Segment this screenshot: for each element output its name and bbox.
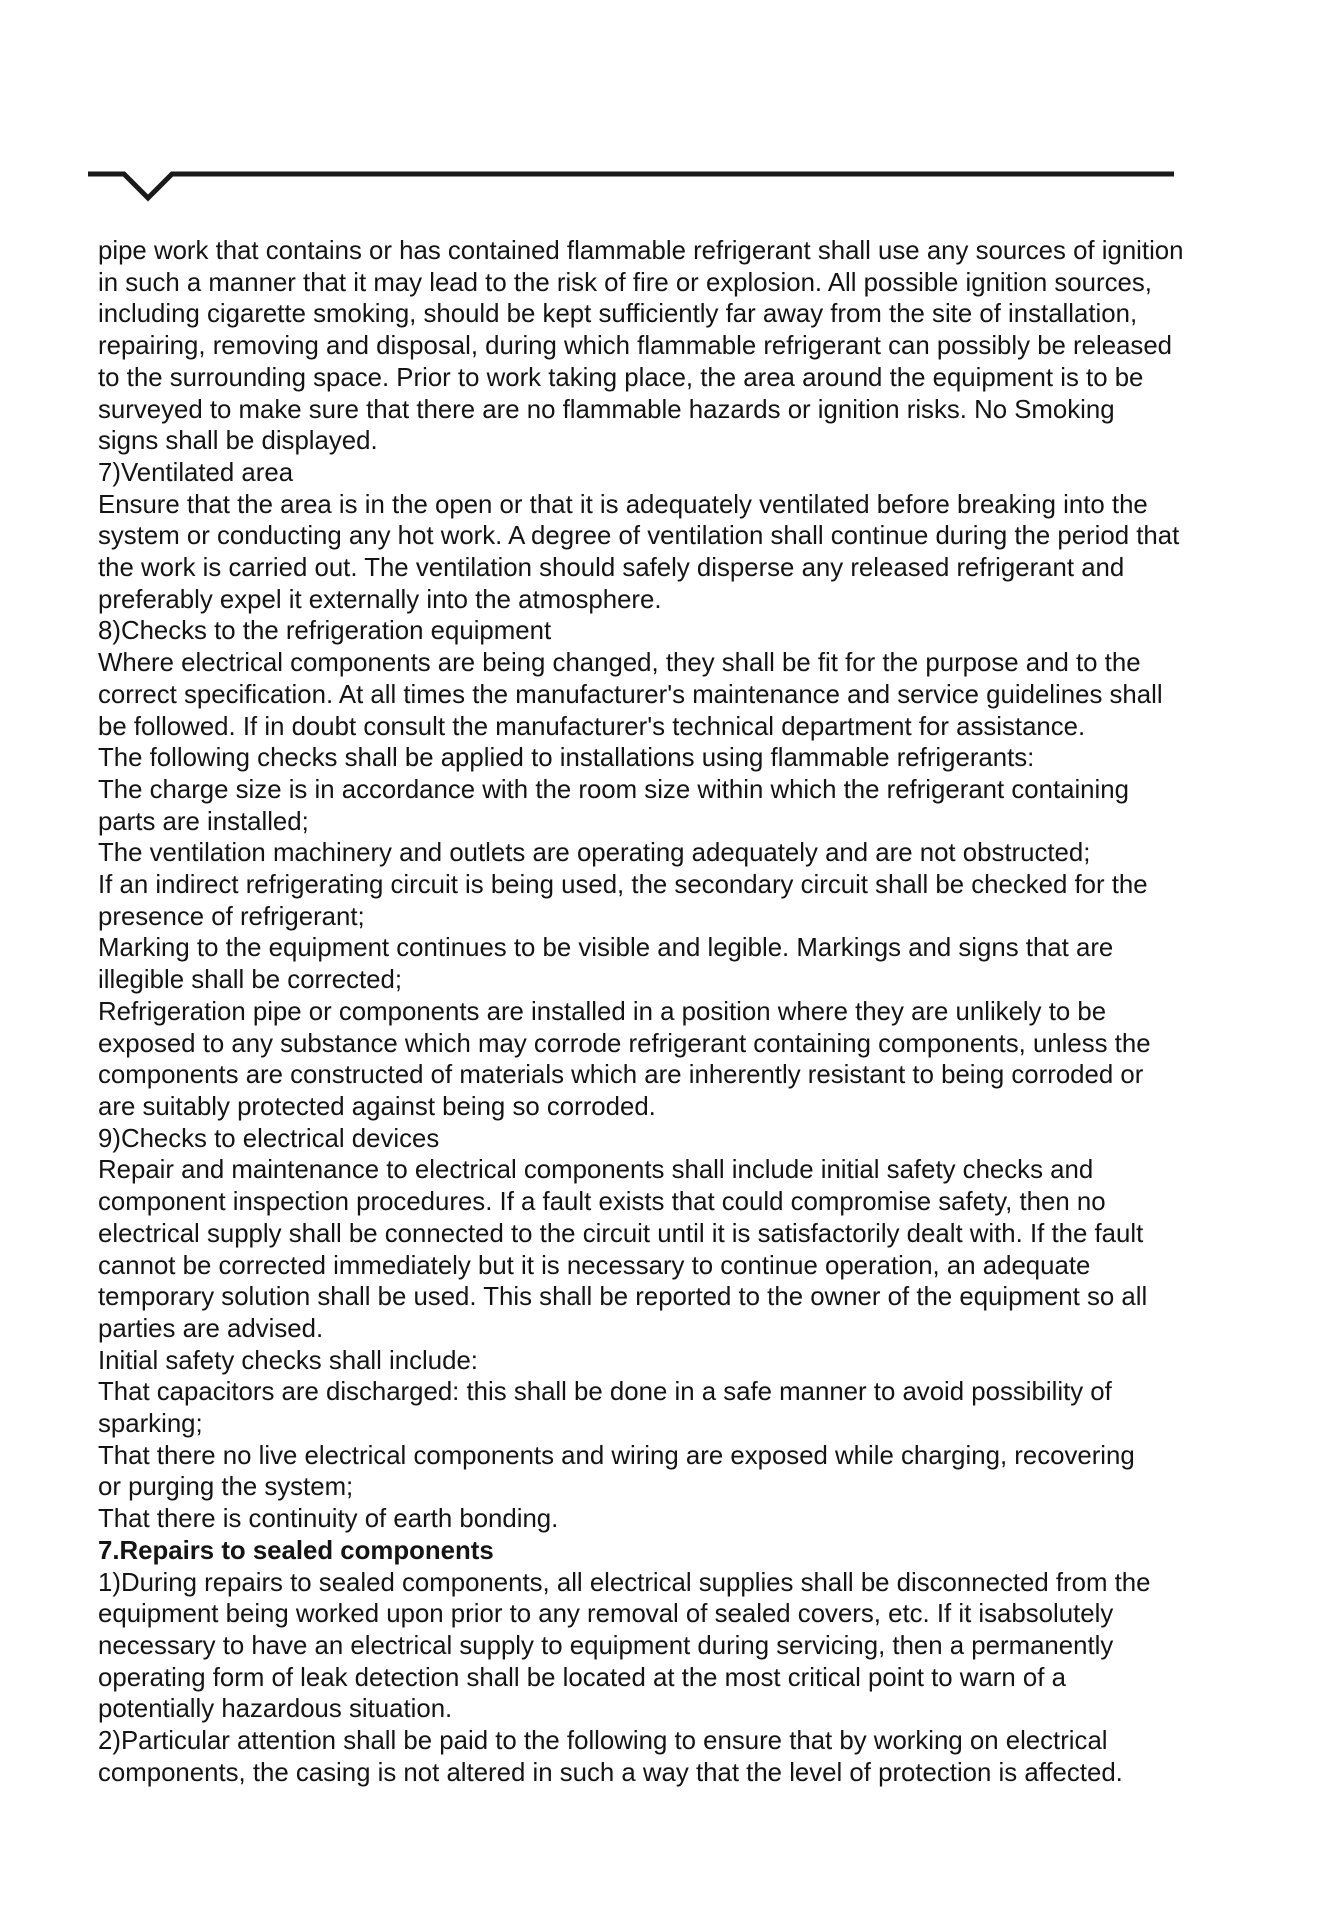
text-line: 1)During repairs to sealed components, all electrical supplies shall be disconnected from the [98,1568,1151,1597]
text-line: electrical supply shall be connected to the circuit until it is satisfactorily dealt with. If the fault [98,1219,1144,1248]
text-line: preferably expel it externally into the atmosphere. [98,585,662,614]
text-line: temporary solution shall be used. This shall be reported to the owner of the equipment so all [98,1283,1148,1312]
text-line: component inspection procedures. If a fault exists that could compromise safety, then no [98,1188,1106,1217]
text-line: repairing, removing and disposal, during which flammable refrigerant can possibly be released [98,332,1173,361]
text-line: That there no live electrical components and wiring are exposed while charging, recovering [98,1441,1135,1470]
text-line: are suitably protected against being so corroded. [98,1092,656,1121]
text-line: presence of refrigerant; [98,902,365,931]
text-line: in such a manner that it may lead to the risk of fire or explosion. All possible ignition sources, [98,268,1152,297]
text-line: pipe work that contains or has contained flammable refrigerant shall use any sources of ignition [98,237,1184,265]
chapter-heading: 7.Repairs to sealed components [98,1536,494,1565]
text-line: 2)Particular attention shall be paid to the following to ensure that by working on electrical [98,1727,1108,1756]
text-line: Where electrical components are being changed, they shall be fit for the purpose and to the [98,649,1141,678]
text-line: The ventilation machinery and outlets are operating adequately and are not obstructed; [98,839,1091,868]
text-line: Initial safety checks shall include: [98,1346,478,1375]
text-line: parts are installed; [98,807,309,836]
text-line: surveyed to make sure that there are no flammable hazards or ignition risks. No Smoking [98,395,1115,424]
text-line: If an indirect refrigerating circuit is being used, the secondary circuit shall be checked for the [98,871,1148,900]
text-line: Refrigeration pipe or components are installed in a position where they are unlikely to be [98,997,1107,1026]
text-line: including cigarette smoking, should be kept sufficiently far away from the site of installation, [98,300,1138,329]
text-line: exposed to any substance which may corrode refrigerant containing components, unless the [98,1029,1151,1058]
text-line: components are constructed of materials which are inherently resistant to being corroded or [98,1061,1144,1090]
text-line: Ensure that the area is in the open or that it is adequately ventilated before breaking into the [98,490,1148,519]
text-line: operating form of leak detection shall be located at the most critical point to warn of a [98,1663,1066,1692]
text-line: potentially hazardous situation. [98,1695,453,1724]
section-heading: 9)Checks to electrical devices [98,1124,440,1153]
text-line: correct specification. At all times the manufacturer's maintenance and service guidelines shall [98,680,1163,709]
text-line: components, the casing is not altered in such a way that the level of protection is affected. [98,1758,1123,1787]
section-heading: 8)Checks to the refrigeration equipment [98,617,552,646]
text-line: to the surrounding space. Prior to work taking place, the area around the equipment is to be [98,363,1144,392]
section-heading: 7)Ventilated area [98,458,294,487]
text-line: parties are advised. [98,1314,324,1343]
text-line: That there is continuity of earth bonding. [98,1505,559,1534]
text-line: be followed. If in doubt consult the manufacturer's technical department for assistance. [98,712,1086,741]
text-line: The charge size is in accordance with the room size within which the refrigerant containing [98,775,1129,804]
text-line: or purging the system; [98,1473,354,1502]
text-line: system or conducting any hot work. A degree of ventilation shall continue during the period that [98,522,1180,551]
text-line: equipment being worked upon prior to any removal of sealed covers, etc. If it isabsolutely [98,1600,1114,1629]
text-line: sparking; [98,1410,203,1439]
text-line: the work is carried out. The ventilation should safely disperse any released refrigerant and [98,554,1125,583]
text-line: signs shall be displayed. [98,427,378,456]
text-line: Marking to the equipment continues to be visible and legible. Markings and signs that are [98,934,1114,963]
text-line: necessary to have an electrical supply to equipment during servicing, then a permanently [98,1631,1114,1660]
text-line: cannot be corrected immediately but it is necessary to continue operation, an adequate [98,1251,1091,1280]
document-body [98,236,1258,1789]
text-line: The following checks shall be applied to installations using flammable refrigerants: [98,744,1035,773]
text-line: Repair and maintenance to electrical components shall include initial safety checks and [98,1156,1094,1185]
text-line: illegible shall be corrected; [98,966,402,995]
text-line: That capacitors are discharged: this shall be done in a safe manner to avoid possibility of [98,1378,1112,1407]
header-rule [88,162,1174,208]
